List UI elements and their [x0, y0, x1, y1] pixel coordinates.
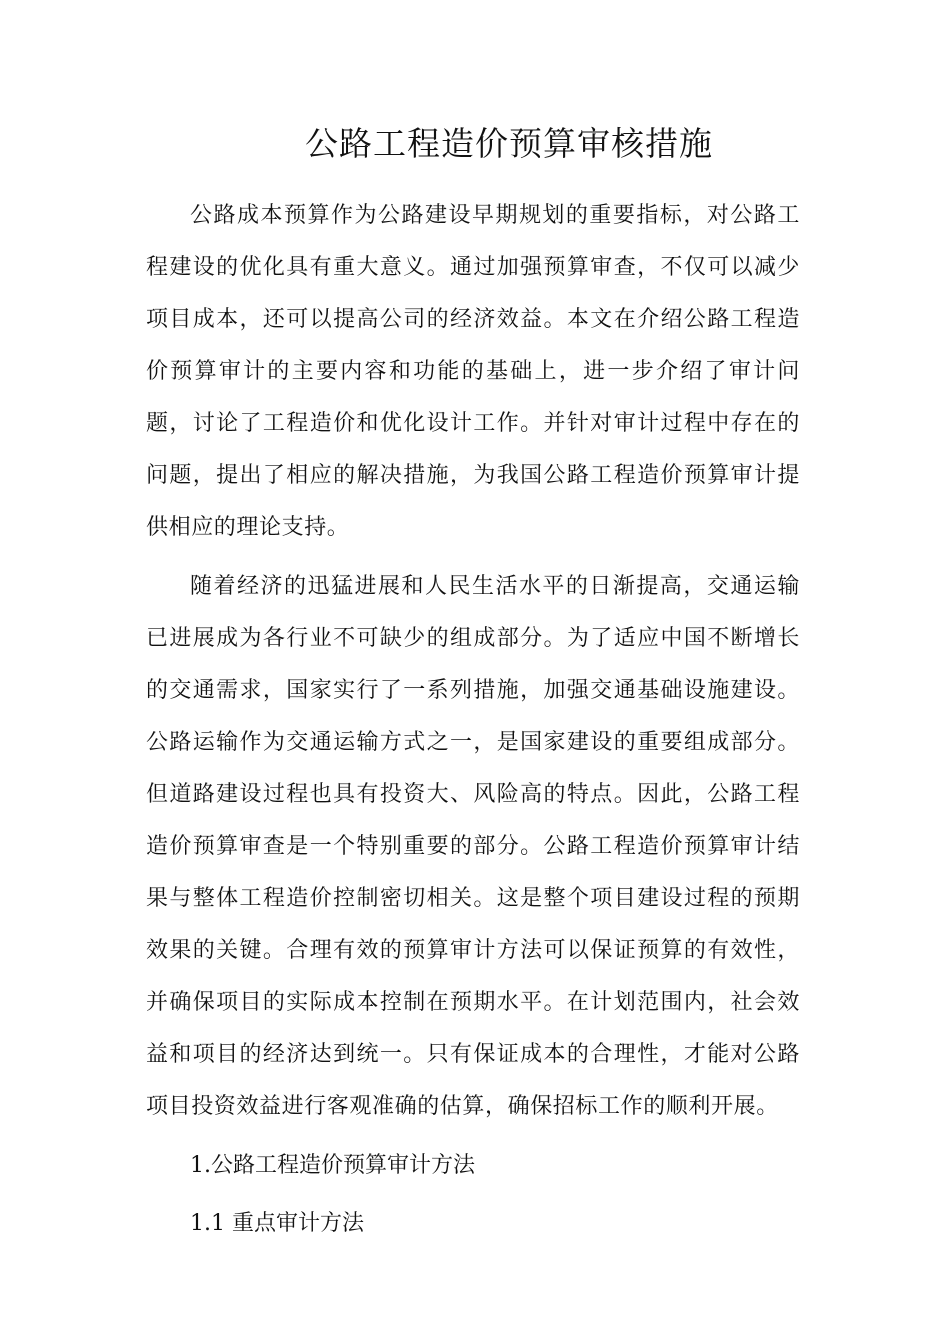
document-title: 公路工程造价预算审核措施	[305, 124, 713, 163]
document-body	[146, 190, 800, 1250]
section-heading-1: 1.公路工程造价预算审计方法	[190, 1153, 475, 1178]
section-heading-1-1: 1.1 重点审计方法	[190, 1211, 364, 1236]
paragraph-background: 随着经济的迅猛进展和人民生活水平的日渐提高，交通运输已进展成为各行业不可缺少的组成部分。为了适应中国不断增长的交通需求，国家实行了一系列措施，加强交通基础设施建设。公路运输作为交通运输方式之一，是国家建设的重要组成部分。但道路建设过程也具有投资大、风险高的特点。因此，公路工程造价预算审查是一个特别重要的部分。公路工程造价预算审计结果与整体工程造价控制密切相关。这是整个项目建设过程的预期效果的关键。合理有效的预算审计方法可以保证预算的有效性，并确保项目的实际成本控制在预期水平。在计划范围内，社会效益和项目的经济达到统一。只有保证成本的合理性，才能对公路项目投资效益进行客观准确的估算，确保招标工作的顺利开展。	[146, 574, 800, 1119]
paragraph-intro: 公路成本预算作为公路建设早期规划的重要指标，对公路工程建设的优化具有重大意义。通过加强预算审查，不仅可以减少项目成本，还可以提高公司的经济效益。本文在介绍公路工程造价预算审计的主要内容和功能的基础上，进一步介绍了审计问题，讨论了工程造价和优化设计工作。并针对审计过程中存在的问题，提出了相应的解决措施，为我国公路工程造价预算审计提供相应的理论支持。	[146, 203, 800, 540]
